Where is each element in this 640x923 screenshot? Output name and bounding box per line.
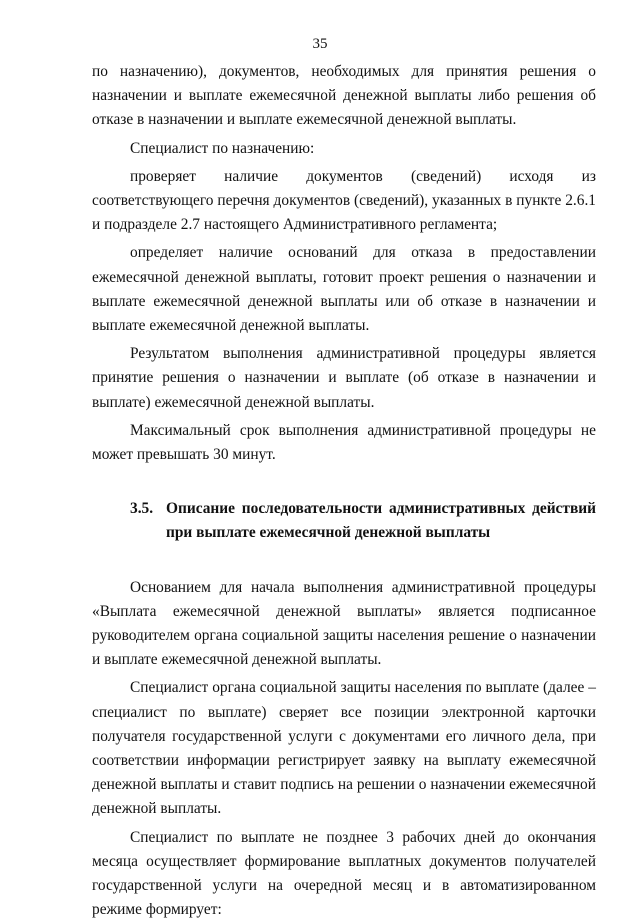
paragraph-continuation: по назначению), документов, необходимых для принятия решения о назначении и выплате ежемесячной денежной выплаты либо решения об отказе в назначении и выплате ежемесячной денежной выплаты. bbox=[92, 63, 596, 129]
paragraph-specialist-heading: Специалист по назначению: bbox=[130, 139, 315, 157]
paragraph-determines-grounds: определяет наличие оснований для отказа в предоставлении ежемесячной денежной выплаты, готовит проект решения о назначении и выплате ежемесячной денежной выплаты или об отказе в назначении и выплате ежемесячной денежной выплаты. bbox=[92, 244, 596, 335]
section-number: 3.5. bbox=[130, 500, 154, 518]
paragraph-basis: Основанием для начала выполнения административной процедуры «Выплата ежемесячной денежной выплаты» является подписанное руководителем органа социальной защиты населения решение о назначении и выплате ежемесячной денежной выплаты. bbox=[92, 578, 596, 669]
page-number: 35 bbox=[312, 36, 328, 52]
document-body bbox=[92, 60, 596, 923]
paragraph-forms-documents: Специалист по выплате не позднее 3 рабочих дней до окончания месяца осуществляет формирование выплатных документов получателей государственной услуги на очередной месяц и в автоматизированном режиме формирует: bbox=[92, 828, 596, 919]
paragraph-max-time: Максимальный срок выполнения административной процедуры не может превышать 30 минут. bbox=[92, 421, 596, 464]
paragraph-result: Результатом выполнения административной процедуры является принятие решения о назначении и выплате (об отказе в назначении и выплате) ежемесячной денежной выплаты. bbox=[92, 345, 596, 411]
section-title: Описание последовательности административных действий при выплате ежемесячной денежной выплаты bbox=[166, 500, 596, 542]
paragraph-payment-specialist: Специалист органа социальной защиты населения по выплате (далее – специалист по выплате) сверяет все позиции электронной карточки получателя государственной услуги с документами его личного дела, при соответствии информации регистрирует заявку на выплату ежемесячной денежной выплаты и ставит подпись на решении о назначении ежемесячной денежной выплаты. bbox=[92, 679, 596, 818]
section-heading bbox=[92, 497, 596, 545]
paragraph-checks-documents: проверяет наличие документов (сведений) исходя из соответствующего перечня документов (сведений), указанных в пункте 2.6.1 и подразделе 2.7 настоящего Административного регламента; bbox=[92, 167, 596, 234]
